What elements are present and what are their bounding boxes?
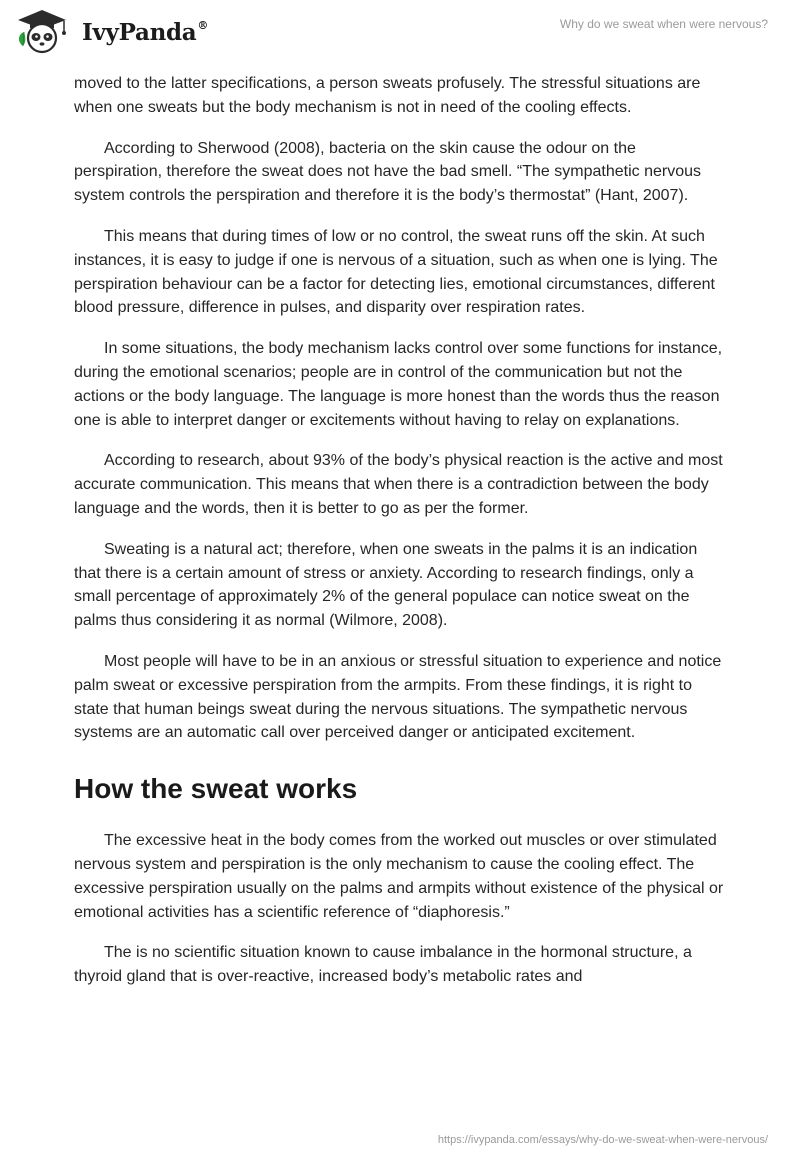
essay-body (74, 72, 728, 1006)
page-header (0, 0, 800, 62)
document-title: Why do we sweat when were nervous? (559, 17, 768, 31)
source-url[interactable]: https://ivypanda.com/essays/why-do-we-sweat-when-were-nervous/ (437, 1134, 768, 1146)
brand-name: IvyPanda® (82, 18, 209, 46)
paragraph-2: According to Sherwood (2008), bacteria on the skin cause the odour on the perspiration, therefore the sweat does not have the bad smell. “The sympathetic nervous system controls the perspiration and therefore it is the body’s thermostat” (Hant, 2007). (74, 139, 702, 205)
paragraph-4: In some situations, the body mechanism lacks control over some functions for instance, during the emotional scenarios; people are in control of the communication but not the actions or the body language. The language is more honest than the words thus the reason one is able to interpret danger or excitements without having to relay on explanations. (74, 340, 723, 429)
panda-graduate-logo-icon (14, 8, 76, 54)
brand-logo[interactable] (14, 8, 208, 54)
paragraph-1: moved to the latter specifications, a person sweats profusely. The stressful situations are when one sweats but the body mechanism is not in need of the cooling effects. (74, 75, 701, 116)
paragraph-3: This means that during times of low or no control, the sweat runs off the skin. At such instances, it is easy to judge if one is nervous of a situation, such as when one is lying. The perspiration behaviour can be a factor for detecting lies, emotional circumstances, different blood pressure, difference in pulses, and disparity over respiration rates. (74, 227, 718, 317)
paragraph-7: Most people will have to be in an anxious or stressful situation to experience and notice palm sweat or excessive perspiration from the armpits. From these findings, it is right to state that human beings sweat during the nervous situations. The sympathetic nervous systems are an automatic call over perceived danger or anticipated excitement. (74, 652, 722, 742)
registered-mark: ® (197, 18, 209, 32)
paragraph-5: According to research, about 93% of the body’s physical reaction is the active and most accurate communication. This means that when there is a contradiction between the body language and the words, then it is better to go as per the former. (74, 452, 723, 517)
paragraph-6: Sweating is a natural act; therefore, when one sweats in the palms it is an indication that there is a certain amount of stress or anxiety. According to research findings, only a small percentage of approximately 2% of the general populace can notice sweat on the palms thus considering it as normal (Wilmore, 2008). (74, 540, 698, 630)
paragraph-8: The excessive heat in the body comes from the worked out muscles or over stimulated nervous system and perspiration is the only mechanism to cause the cooling effect. The excessive perspiration usually on the palms and armpits without existence of the physical or emotional activities has a scientific reference of “diaphoresis.” (74, 832, 724, 921)
paragraph-9: The is no scientific situation known to cause imbalance in the hormonal structure, a thyroid gland that is over-reactive, increased body’s metabolic rates and (74, 944, 692, 986)
section-heading: How the sweat works (74, 773, 358, 805)
